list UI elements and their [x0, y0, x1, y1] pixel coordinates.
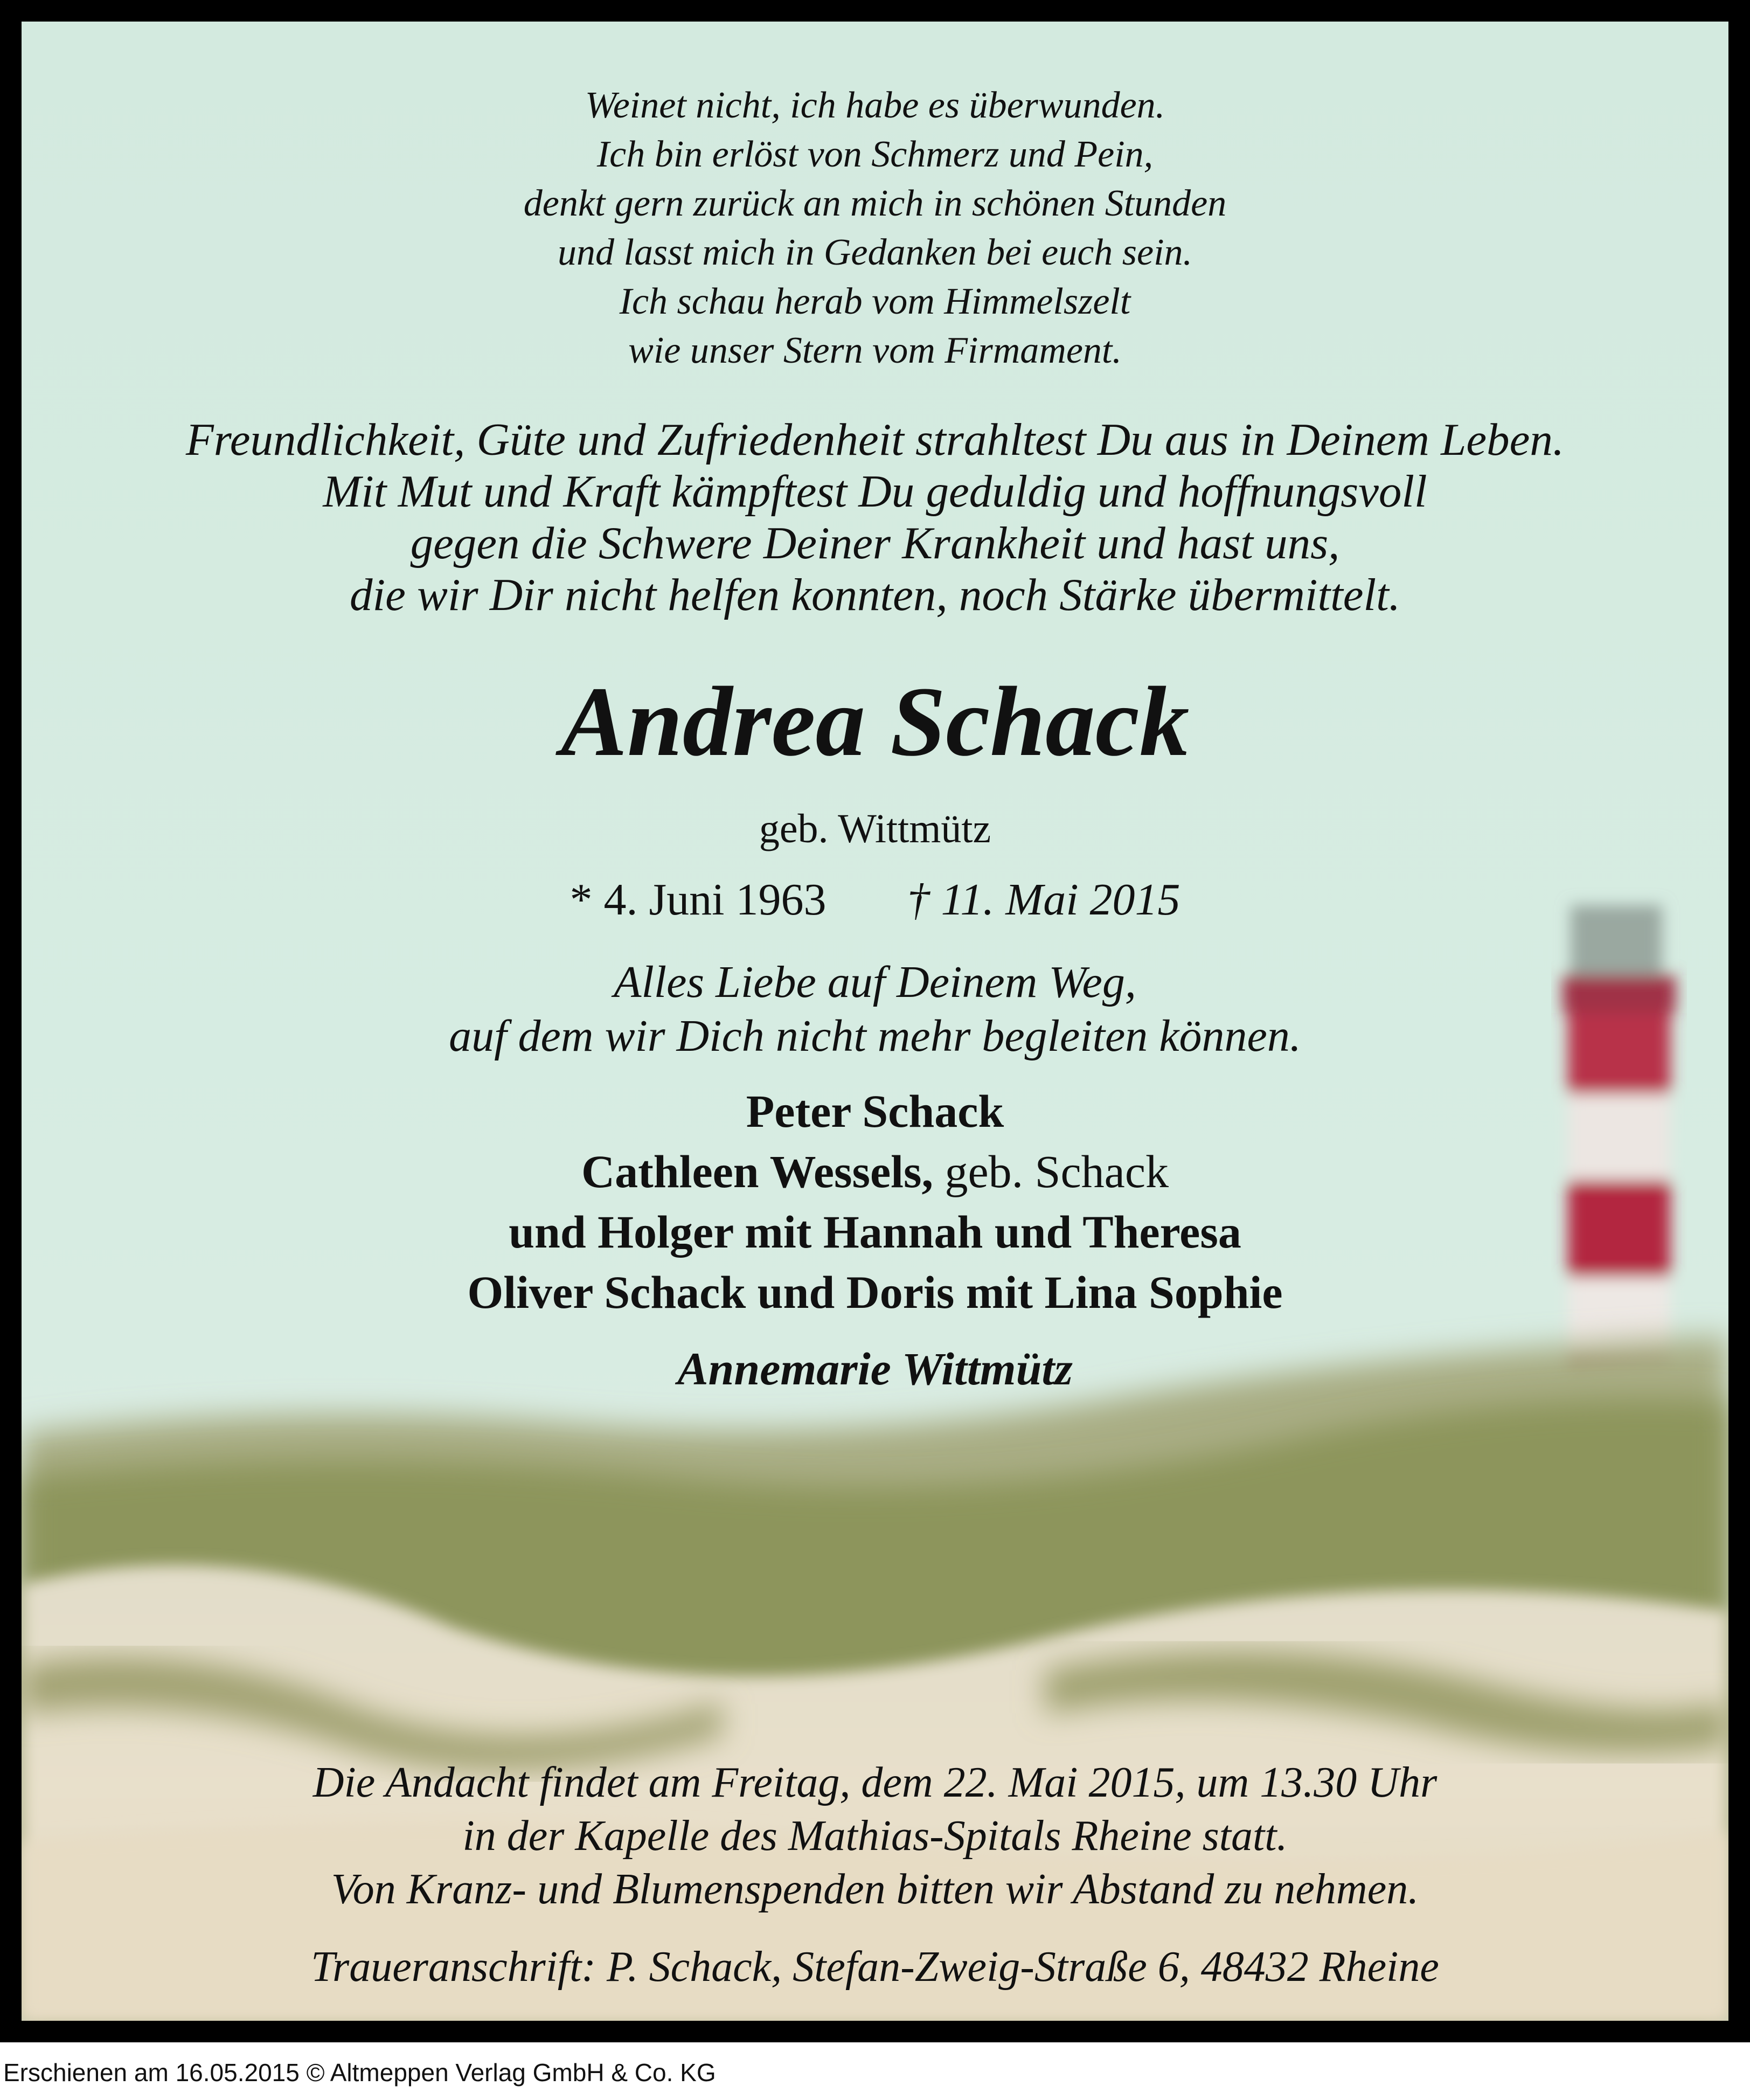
- death-date: † 11. Mai 2015: [907, 875, 1180, 925]
- mourning-address: Traueranschrift: P. Schack, Stefan-Zweig-Straße 6, 48432 Rheine: [311, 1943, 1439, 1991]
- birth-name: geb. Wittmütz: [759, 806, 991, 851]
- dune-illustration: [22, 1336, 1728, 2021]
- family-member-annemarie: Annemarie Wittmütz: [677, 1343, 1073, 1395]
- tribute-text: [22, 414, 1728, 621]
- ceremony-info: [22, 1756, 1728, 1916]
- poem-line: Ich bin erlöst von Schmerz und Pein,: [596, 134, 1154, 175]
- family-signature: [22, 1081, 1728, 1322]
- tribute-line: gegen die Schwere Deiner Krankheit und hast uns,: [410, 518, 1340, 569]
- farewell-line: auf dem wir Dich nicht mehr begleiten können.: [449, 1011, 1301, 1061]
- farewell-text: [22, 955, 1728, 1063]
- family-member: [22, 1141, 1728, 1202]
- birth-date: * 4. Juni 1963: [570, 875, 827, 925]
- family-member: Oliver Schack und Doris mit Lina Sophie: [467, 1266, 1283, 1318]
- ceremony-line: in der Kapelle des Mathias-Spitals Rheine statt.: [462, 1812, 1288, 1860]
- family-member: und Holger mit Hannah und Theresa: [509, 1206, 1241, 1258]
- poem-line: Ich schau herab vom Himmelszelt: [619, 281, 1131, 322]
- poem-line: wie unser Stern vom Firmament.: [628, 330, 1122, 371]
- tribute-line: Freundlichkeit, Güte und Zufriedenheit strahltest Du aus in Deinem Leben.: [185, 414, 1565, 465]
- family-member-name: Cathleen Wessels,: [581, 1146, 933, 1197]
- poem-line: denkt gern zurück an mich in schönen Stunden: [523, 183, 1227, 224]
- farewell-line: Alles Liebe auf Deinem Weg,: [614, 957, 1136, 1007]
- life-dates: [22, 873, 1728, 927]
- tribute-line: Mit Mut und Kraft kämpftest Du geduldig und hoffnungsvoll: [323, 466, 1427, 517]
- deceased-name: Andrea Schack: [560, 667, 1190, 777]
- ceremony-line: Die Andacht findet am Freitag, dem 22. Mai 2015, um 13.30 Uhr: [313, 1759, 1438, 1806]
- poem-line: und lasst mich in Gedanken bei euch sein.: [557, 232, 1193, 273]
- poem: [22, 81, 1728, 375]
- poem-line: Weinet nicht, ich habe es überwunden.: [585, 85, 1165, 126]
- publication-footer: Erschienen am 16.05.2015 © Altmeppen Verlag GmbH & Co. KG: [3, 2059, 716, 2087]
- ceremony-line: Von Kranz- und Blumenspenden bitten wir Abstand zu nehmen.: [331, 1866, 1419, 1913]
- family-member-birth-name: geb. Schack: [945, 1146, 1169, 1197]
- family-member: Peter Schack: [746, 1085, 1004, 1137]
- tribute-line: die wir Dir nicht helfen konnten, noch Stärke übermittelt.: [350, 570, 1400, 620]
